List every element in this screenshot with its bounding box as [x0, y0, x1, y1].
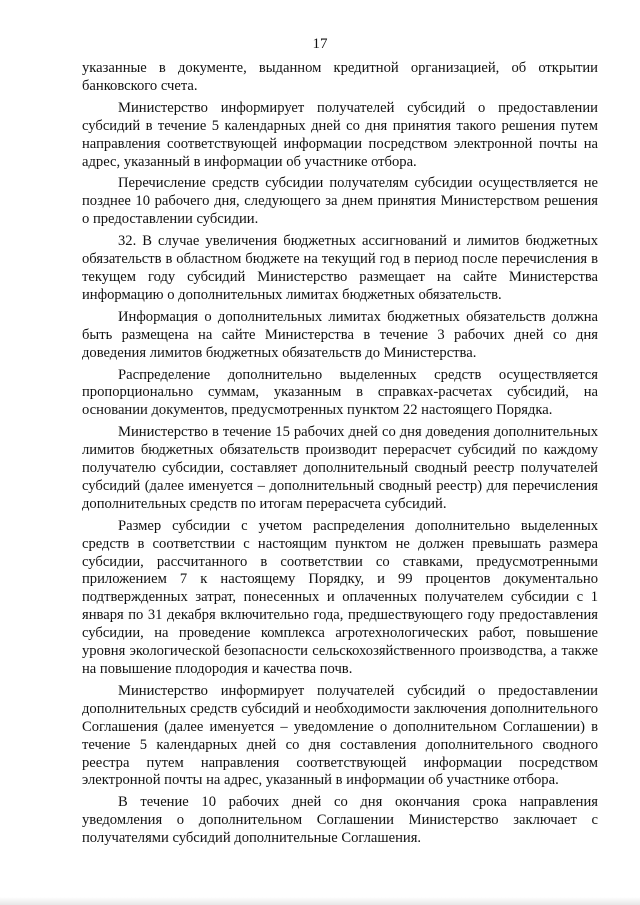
- paragraph: указанные в документе, выданном кредитной организацией, об открытии банковского счета.: [82, 60, 598, 94]
- paragraph: Министерство информирует получателей субсидий о предоставлении дополнительных средств субсидий и необходимости заключения дополнительного Соглашения (далее именуется – уведомление о дополнительном Соглашении) в течение 5 календарных дней со дня составления дополнительного сводного реестра путем направления соответствующей информации посредством электронной почты на адрес, указанный в информации об участнике отбора.: [82, 682, 598, 789]
- scan-edge: [0, 897, 640, 905]
- paragraph: Информация о дополнительных лимитах бюджетных обязательств должна быть размещена на сайте Министерства в течение 3 рабочих дней со дня доведения лимитов бюджетных обязательств до Министерства.: [82, 308, 598, 361]
- paragraph: Министерство информирует получателей субсидий о предоставлении субсидий в течение 5 календарных дней со дня принятия такого решения путем направления соответствующей информации посредством электронной почты на адрес, указанный в информации об участнике отбора.: [82, 99, 598, 170]
- paragraph: Распределение дополнительно выделенных средств осуществляется пропорционально суммам, указанным в справках-расчетах субсидий, на основании документов, предусмотренных пунктом 22 настоящего Порядка.: [82, 366, 598, 419]
- paragraph: Министерство в течение 15 рабочих дней со дня доведения дополнительных лимитов бюджетных обязательств производит перерасчет субсидий по каждому получателю субсидии, составляет дополнительный сводный реестр получателей субсидий (далее именуется – дополнительный сводный реестр) для перечисления дополнительных средств по итогам перерасчета субсидий.: [82, 424, 598, 512]
- paragraph: 32. В случае увеличения бюджетных ассигнований и лимитов бюджетных обязательств в областном бюджете на текущий год в период после перечисления в текущем году субсидий Министерство размещает на сайте Министерства информацию о дополнительных лимитах бюджетных обязательств.: [82, 233, 598, 303]
- paragraph: Перечисление средств субсидии получателям субсидии осуществляется не позднее 10 рабочего дня, следующего за днем принятия Министерством решения о предоставлении субсидии.: [82, 175, 598, 228]
- paragraph: Размер субсидии с учетом распределения дополнительно выделенных средств в соответствии с настоящим пунктом не должен превышать размера субсидии, рассчитанного в соответствии со ставками, предусмотренными приложением 7 к настоящему Порядку, и 99 процентов документально подтвержденных затрат, понесенных и оплаченных получателем субсидии с 1 января по 31 декабря включительно года, предшествующего году предоставления субсидии, на проведение комплекса агротехнологических работ, повышение уровня экологической безопасности сельскохозяйственного производства, а также на повышение плодородия и качества почв.: [82, 517, 598, 677]
- page-number: 17: [312, 36, 328, 52]
- document-body: [82, 60, 598, 852]
- paragraph: В течение 10 рабочих дней со дня окончания срока направления уведомления о дополнительном Соглашении Министерство заключает с получателями субсидий дополнительные Соглашения.: [82, 794, 598, 847]
